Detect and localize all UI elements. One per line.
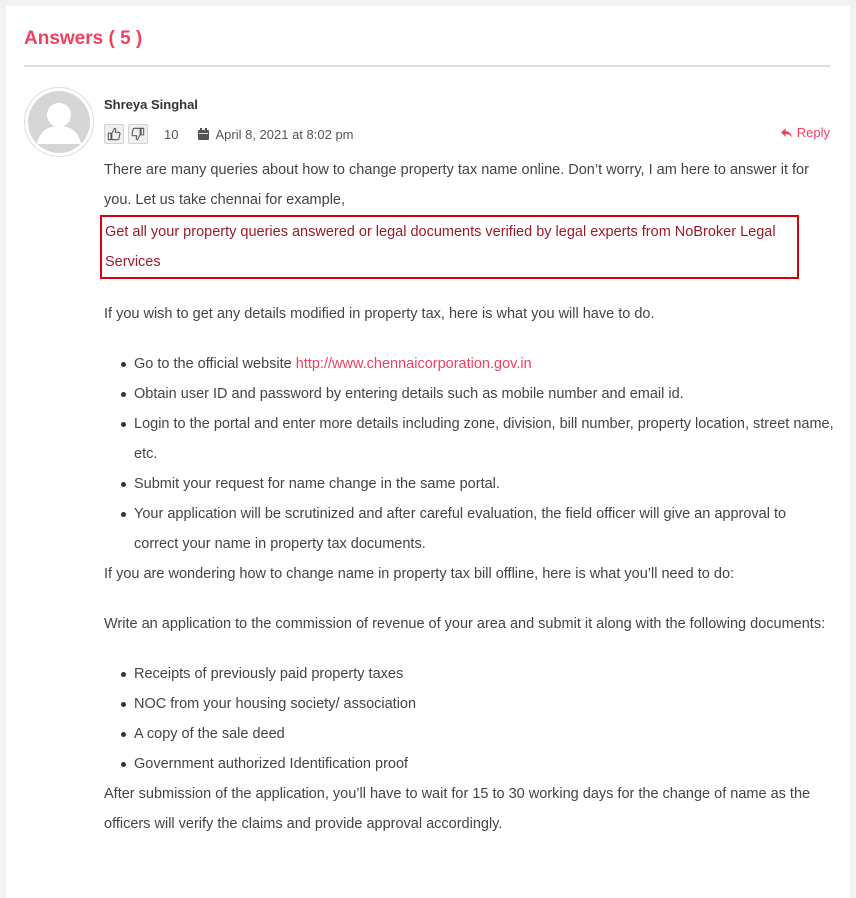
online-intro-paragraph: If you wish to get any details modified in property tax, here is what you will have to do. — [104, 306, 655, 322]
default-user-icon — [25, 88, 93, 156]
offline-instruction-paragraph: Write an application to the commission of revenue of your area and submit it along with the following documents: — [104, 616, 826, 632]
list-item: Your application will be scrutinized and after careful evaluation, the field officer will give an approval to correct your name in property tax documents. — [134, 499, 834, 559]
upvote-button[interactable] — [104, 124, 124, 144]
nobroker-legal-promo-link[interactable]: Get all your property queries answered or legal documents verified by legal experts from NoBroker Legal Services — [100, 215, 799, 279]
list-item: Submit your request for name change in the same portal. — [134, 469, 834, 499]
reply-button[interactable] — [780, 125, 830, 140]
vote-count: 10 — [164, 126, 179, 142]
offline-intro-paragraph: If you are wondering how to change name in property tax bill offline, here is what you’ll need to do: — [104, 566, 735, 582]
answers-card — [6, 6, 850, 898]
list-item: NOC from your housing society/ association — [134, 689, 834, 719]
answer-meta — [104, 124, 354, 144]
documents-list — [104, 659, 834, 779]
answers-heading: Answers ( 5 ) — [24, 28, 143, 49]
reply-arrow-icon — [780, 127, 793, 139]
answer-date — [198, 127, 353, 142]
intro-paragraph: There are many queries about how to change property tax name online. Don’t worry, I am here to answer it for you. Let us take chennai for example, — [104, 162, 809, 208]
list-item: Login to the portal and enter more details including zone, division, bill number, property location, street name, etc. — [134, 409, 834, 469]
list-item: A copy of the sale deed — [134, 719, 834, 749]
list-item: Government authorized Identification proof — [134, 749, 834, 779]
list-item: Obtain user ID and password by entering details such as mobile number and email id. — [134, 379, 834, 409]
calendar-icon — [198, 128, 209, 140]
thumbs-down-icon — [131, 127, 145, 141]
answer-date-text: April 8, 2021 at 8:02 pm — [215, 126, 354, 142]
thumbs-up-icon — [107, 127, 121, 141]
heading-divider — [24, 65, 830, 67]
downvote-button[interactable] — [128, 124, 148, 144]
list-item: Receipts of previously paid property taxes — [134, 659, 834, 689]
list-item — [134, 349, 834, 379]
reply-label: Reply — [796, 125, 830, 140]
avatar[interactable] — [24, 87, 94, 157]
closing-paragraph: After submission of the application, you’ll have to wait for 15 to 30 working days for the change of name as the officers will verify the claims and provide approval accordingly. — [104, 786, 811, 832]
author-name[interactable]: Shreya Singhal — [104, 97, 198, 112]
step-text: Go to the official website — [134, 356, 296, 372]
online-steps-list — [104, 349, 834, 559]
chennai-corporation-link[interactable]: http://www.chennaicorporation.gov.in — [295, 356, 532, 372]
answer-body — [104, 155, 834, 839]
